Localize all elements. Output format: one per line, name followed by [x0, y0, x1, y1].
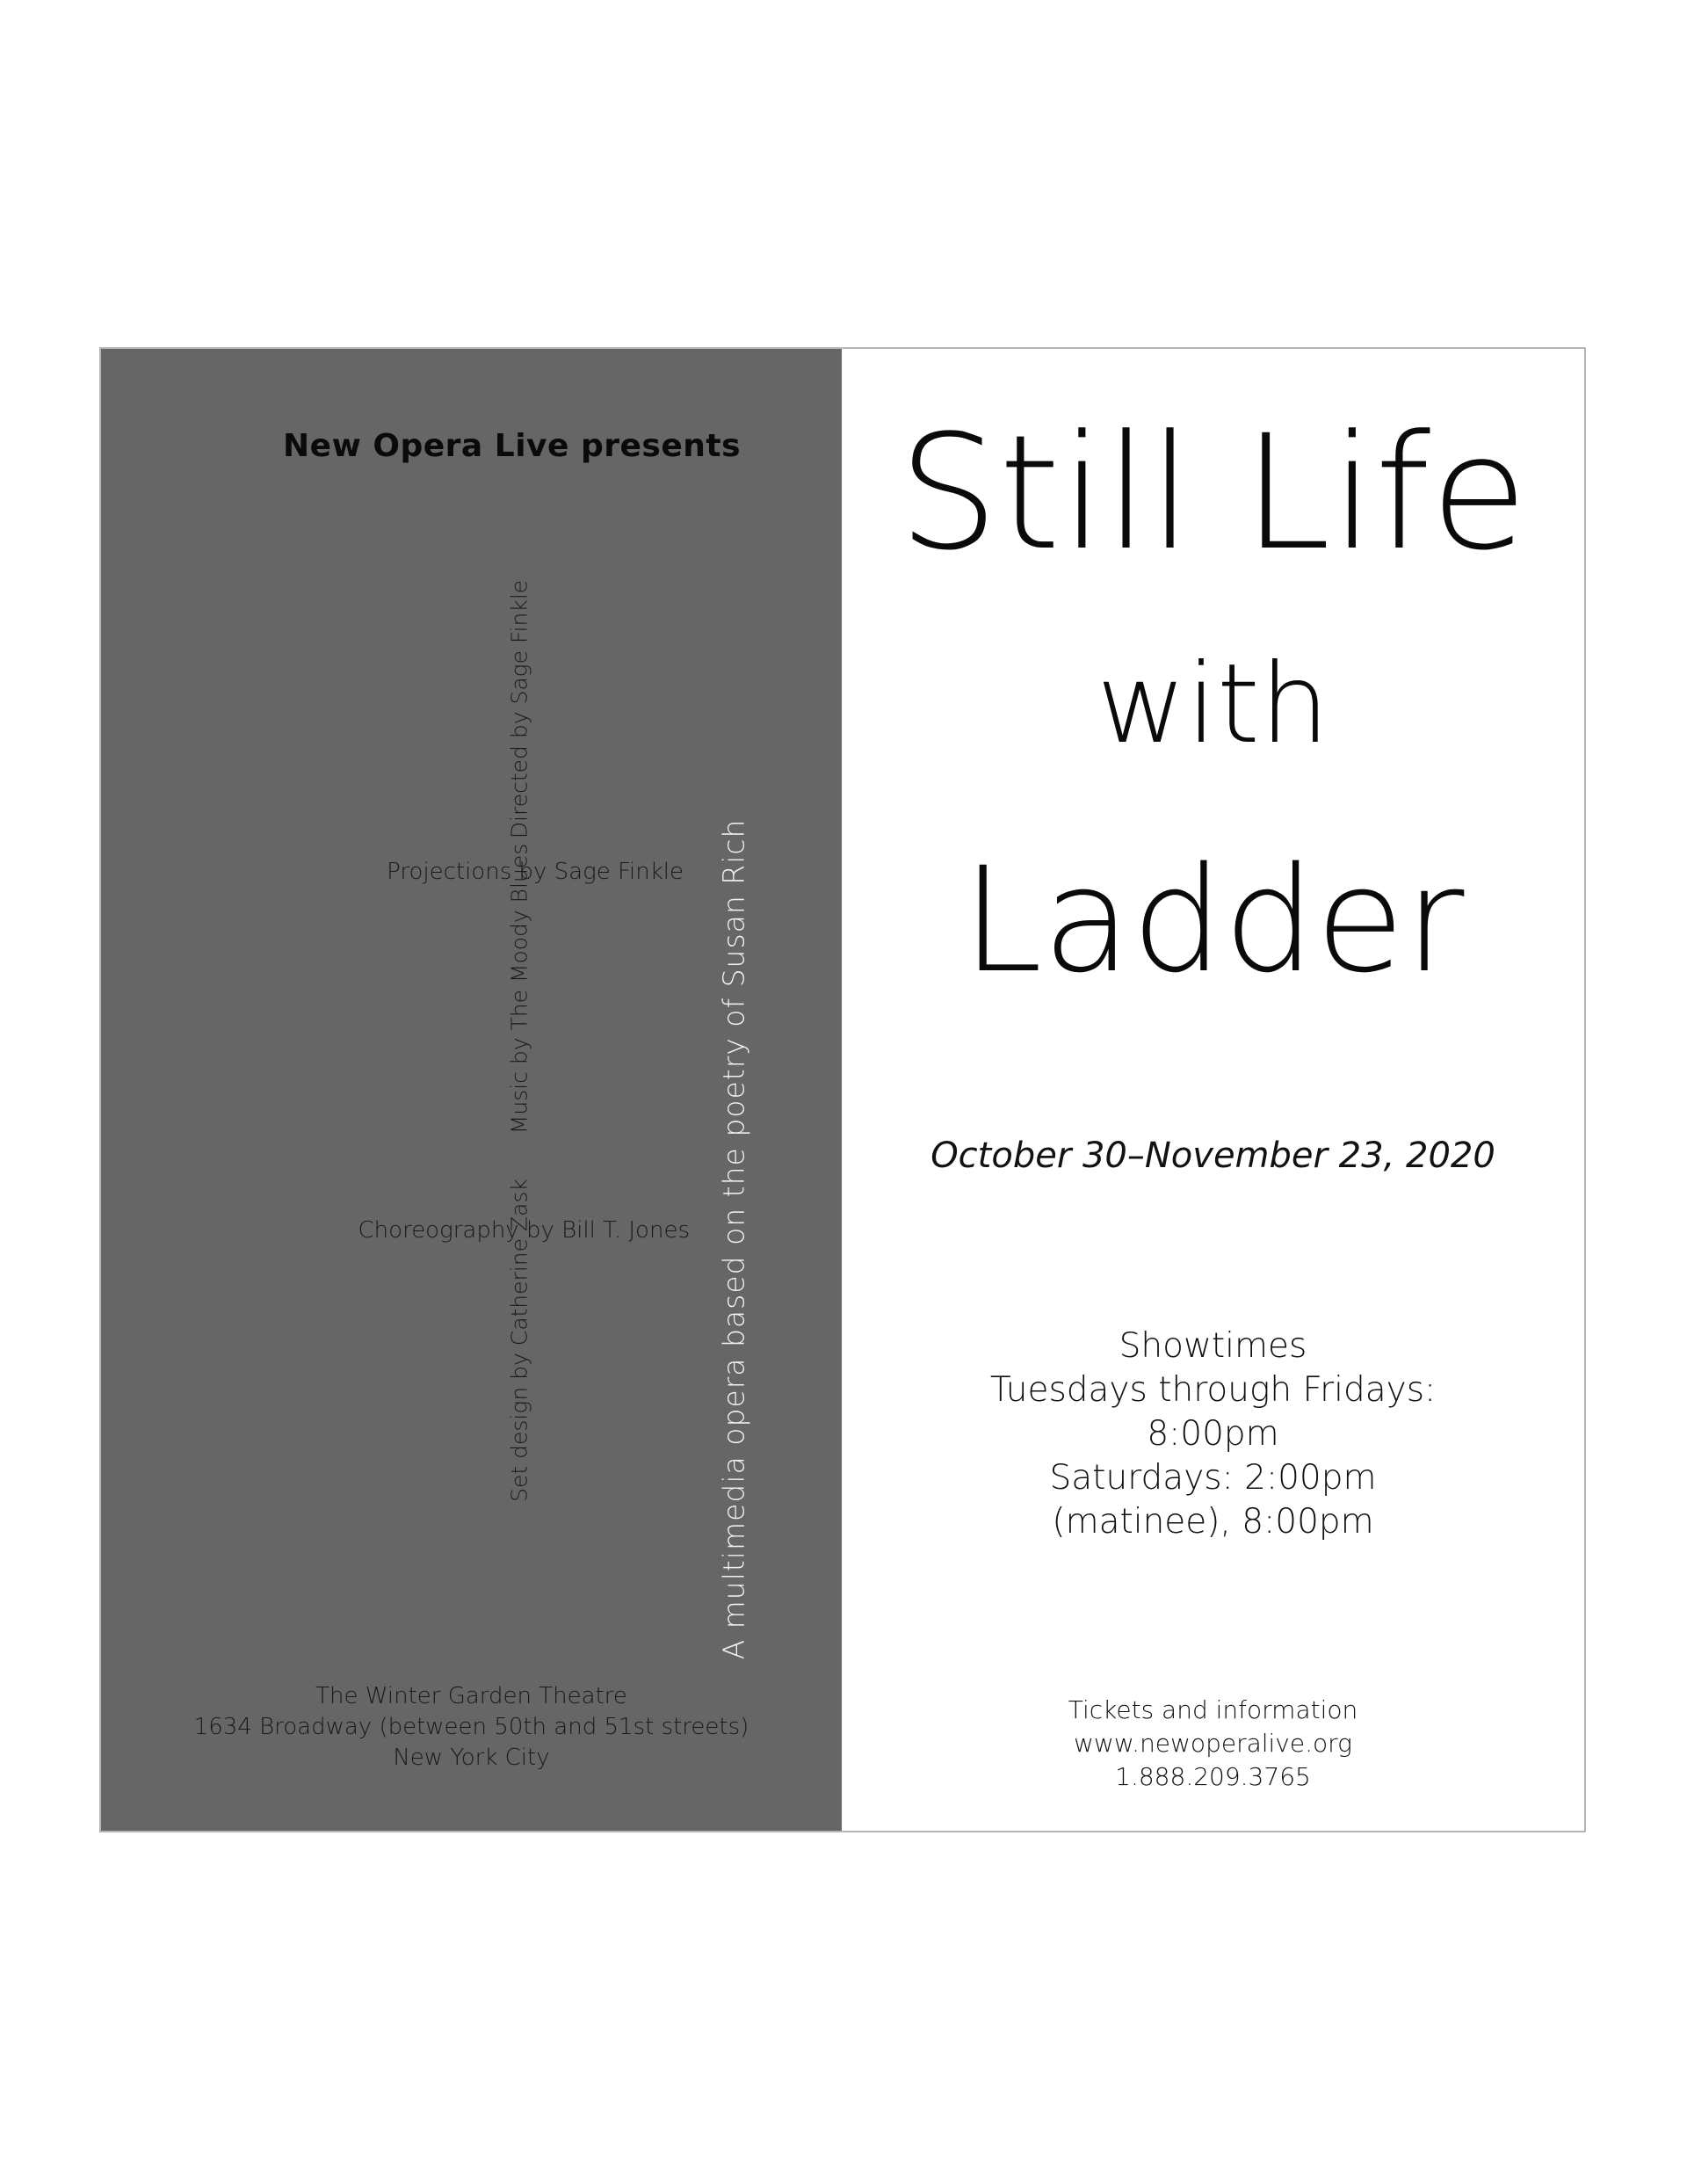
showtimes-saturday-times: (matinee), 8:00pm — [1052, 1502, 1374, 1542]
presenter-text: New Opera Live presents — [283, 428, 741, 464]
title-line-1: Still Life — [898, 402, 1528, 585]
credit-director: Directed by Sage Finkle — [506, 579, 532, 839]
credit-choreography: Choreography by Bill T. Jones — [358, 1217, 690, 1244]
showtimes-saturday: Saturdays: 2:00pm — [1049, 1458, 1377, 1498]
right-panel — [842, 349, 1584, 1831]
showtimes-weekday-time: 8:00pm — [1147, 1414, 1279, 1454]
title-line-3: Ladder — [961, 836, 1465, 1005]
showtimes-heading: Showtimes — [1119, 1326, 1307, 1366]
showtimes-weekday-label: Tuesdays through Fridays: — [989, 1370, 1437, 1410]
venue-city: New York City — [393, 1745, 550, 1771]
poster — [99, 347, 1586, 1832]
venue-name: The Winter Garden Theatre — [315, 1683, 627, 1709]
venue-block — [101, 1681, 842, 1774]
venue-address: 1634 Broadway (between 50th and 51st streets) — [193, 1714, 749, 1740]
title-line-2: with — [1096, 641, 1330, 768]
tickets-block — [842, 1694, 1584, 1794]
tickets-phone: 1.888.209.3765 — [1115, 1762, 1311, 1791]
credit-music: Music by The Moody Blues — [506, 843, 532, 1135]
showtimes-block — [842, 1324, 1584, 1544]
event-dates: October 30–November 23, 2020 — [930, 1136, 1495, 1176]
tickets-website-link[interactable]: www.newoperalive.org — [1074, 1729, 1352, 1758]
credit-set-design: Set design by Catherine Zask — [506, 1179, 532, 1502]
credit-projections: Projections by Sage Finkle — [387, 859, 684, 885]
left-panel — [101, 349, 842, 1831]
subtitle-vertical: A multimedia opera based on the poetry of Susan Rich — [716, 818, 751, 1660]
tickets-heading: Tickets and information — [1068, 1695, 1358, 1724]
